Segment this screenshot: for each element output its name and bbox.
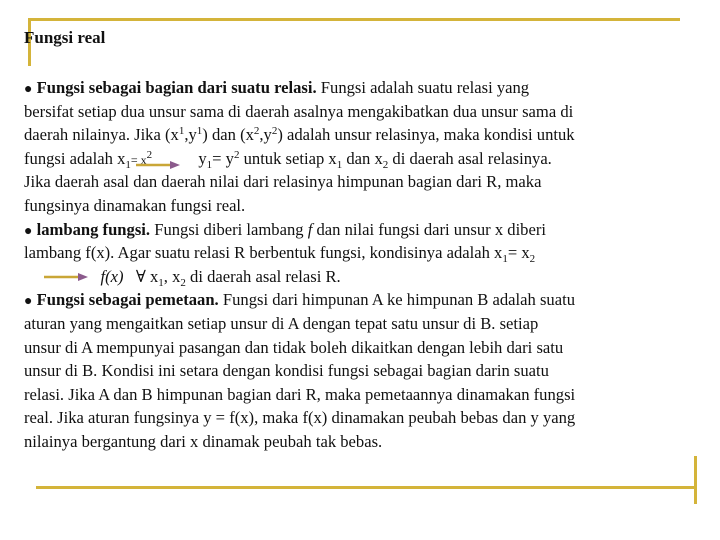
p1-line-4 — [24, 147, 704, 171]
p2-heading: lambang fungsi. — [36, 219, 151, 239]
text-run: Fungsi dari himpunan A ke himpunan B adalah suatu — [222, 290, 575, 310]
forall-icon: ∀ — [135, 266, 146, 286]
superscript: 2 — [271, 125, 278, 138]
text-run: di daerah asal relasi R. — [190, 266, 341, 286]
p2-line-1 — [24, 218, 704, 242]
p2-line-3 — [24, 265, 704, 289]
superscript: 2 — [233, 148, 240, 161]
bullet-icon: ● — [24, 223, 33, 239]
p1-heading: Fungsi sebagai bagian dari suatu relasi. — [36, 78, 317, 97]
subscript: 1 — [502, 253, 508, 266]
text-run: fungsi adalah x — [24, 148, 126, 168]
p1-line-5: Jika daerah asal dan daerah nilai dari relasinya himpunan bagian dari R, maka — [24, 172, 542, 192]
p3-line-3: unsur di A mempunyai pasangan dan tidak boleh dikaitkan dengan lebih dari satu — [24, 337, 564, 357]
text-run: untuk setiap x — [243, 148, 337, 168]
text-run: lambang f(x). Agar suatu relasi R berbentuk fungsi, kondisinya adalah x — [24, 243, 503, 263]
content-body — [24, 76, 704, 454]
p3-line-6: real. Jika aturan fungsinya y = f(x), maka f(x) dinamakan peubah bebas dan y yang — [24, 408, 576, 428]
superscript: 1 — [196, 125, 203, 138]
text-run: Fungsi diberi lambang — [154, 219, 304, 239]
p1-text: Fungsi adalah suatu relasi yang — [320, 78, 530, 97]
superscript: 2 — [146, 148, 153, 161]
function-expression: f(x) — [100, 266, 124, 286]
subscript: 1 — [336, 158, 343, 171]
p1-line-3 — [24, 123, 704, 147]
text-run: daerah nilainya. Jika (x — [24, 125, 179, 145]
page-title: Fungsi real — [24, 28, 106, 47]
text-run: ) adalah unsur relasinya, maka kondisi untuk — [277, 125, 575, 145]
right-rule — [694, 456, 697, 504]
subscript: 2 — [529, 253, 536, 266]
superscript: 1 — [178, 125, 185, 138]
bullet-icon: ● — [24, 82, 33, 97]
text-run: y — [198, 148, 207, 168]
top-rule — [28, 18, 680, 21]
subscript: 2 — [180, 276, 186, 289]
text-run: = x — [507, 243, 530, 263]
p1-line-6: fungsinya dinamakan fungsi real. — [24, 195, 246, 215]
implies-arrow-icon — [44, 275, 84, 281]
subscript: 1 — [158, 276, 164, 289]
p1-line-2: bersifat setiap dua unsur sama di daerah asalnya mengakibatkan dua unsur sama di — [24, 101, 574, 121]
subscript: 1 — [125, 158, 131, 171]
text-run: x — [149, 266, 159, 286]
subscript: 1 — [206, 158, 213, 171]
superscript: 2 — [253, 125, 260, 138]
function-symbol: f — [307, 219, 313, 239]
text-run: dan nilai fungsi dari unsur x diberi — [316, 219, 546, 239]
subscript: 2 — [382, 158, 389, 171]
p3-line-2: aturan yang mengaitkan setiap unsur di A dengan tepat satu unsur di B. setiap — [24, 313, 539, 333]
text-run: , x — [163, 266, 181, 286]
p3-line-7: nilainya bergantung dari x dinamak peubah tak bebas. — [24, 431, 383, 451]
text-run: dan x — [346, 148, 383, 168]
text-run: ) dan (x — [202, 125, 254, 145]
bottom-rule — [36, 486, 696, 489]
p3-line-1 — [24, 288, 704, 312]
p2-line-2 — [24, 241, 704, 265]
p3-line-4: unsur di B. Kondisi ini setara dengan kondisi fungsi sebagai bagian darin suatu — [24, 361, 549, 381]
p3-heading: Fungsi sebagai pemetaan. — [36, 290, 219, 310]
bullet-icon: ● — [24, 294, 33, 310]
p1-line-1 — [24, 76, 704, 100]
text-run: = y — [212, 148, 234, 168]
text-run: di daerah asal relasinya. — [392, 148, 552, 168]
text-run: ,y — [184, 125, 197, 145]
text-run: = x — [130, 152, 147, 167]
text-run: ,y — [259, 125, 272, 145]
p3-line-5: relasi. Jika A dan B himpunan bagian dari R, maka pemetaannya dinamakan fungsi — [24, 384, 576, 404]
